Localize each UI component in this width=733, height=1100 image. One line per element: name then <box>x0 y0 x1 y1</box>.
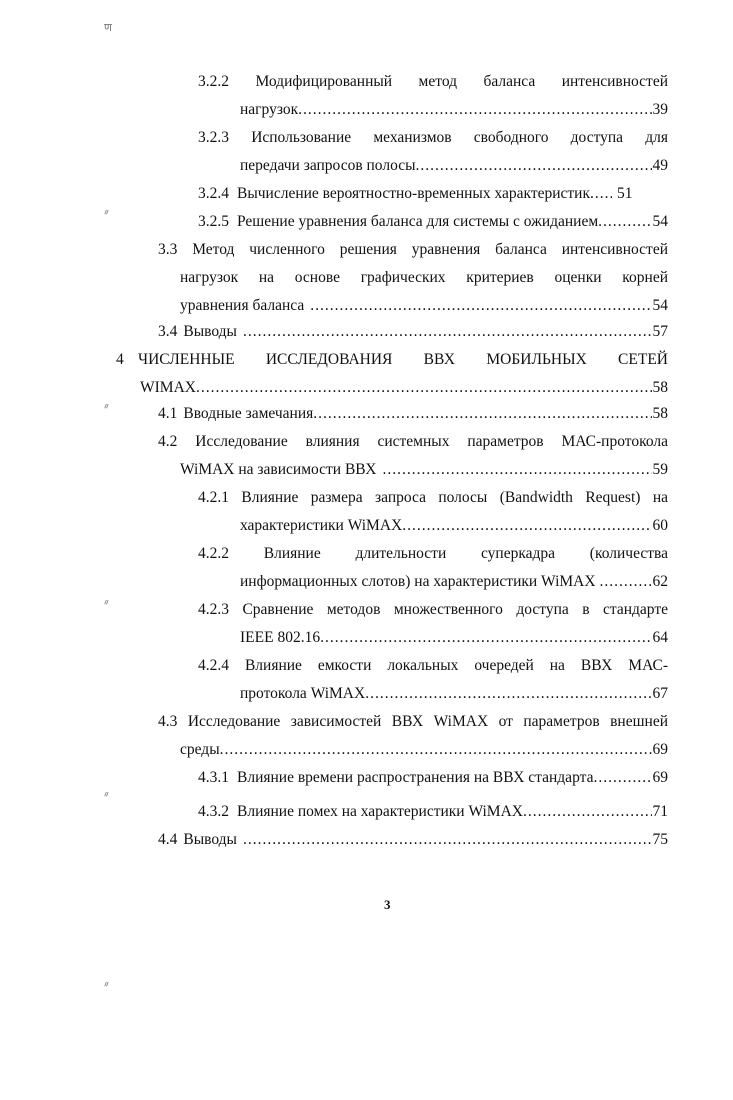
toc-title-continued: характеристики WiMAX <box>240 517 403 534</box>
toc-entry-4-4[interactable] <box>158 826 668 854</box>
toc-number: 3.2.2 <box>198 73 229 90</box>
toc-title: Решение уравнения баланса для системы с ожиданием <box>237 213 599 230</box>
toc-title: Влияние размера запроса полосы (Bandwidth Request) на <box>241 489 668 506</box>
toc-title-continued: IEEE 802.16 <box>240 629 321 646</box>
toc-entry-4-2-3[interactable] <box>198 596 668 652</box>
toc-title: Использование механизмов свободного доступа для <box>251 129 668 146</box>
toc-title: Сравнение методов множественного доступа в стандарте <box>242 601 668 618</box>
toc-page-number: 60 <box>652 517 668 534</box>
toc-title-continued: WiMAX на зависимости ВВХ <box>180 461 377 478</box>
toc-leader <box>523 798 652 826</box>
toc-entry-4-3-2[interactable] <box>198 798 668 826</box>
scan-speck: ᐥ <box>104 790 110 803</box>
scan-speck: ᐥ <box>104 980 110 993</box>
toc-entry-4-2-2[interactable] <box>198 540 668 596</box>
toc-number: 4.3 <box>158 713 178 730</box>
toc-entry-3-2-5[interactable] <box>198 208 668 236</box>
toc-entry-4-2[interactable] <box>158 428 668 484</box>
toc-page-number: 69 <box>652 741 668 758</box>
toc-title: Вычисление вероятностно-временных характеристик <box>237 185 591 202</box>
scan-speck: ᐥ <box>104 208 110 221</box>
toc-number: 4.2.3 <box>198 601 229 618</box>
toc-title-continued: нагрузок на основе графических критериев оценки корней <box>180 269 668 286</box>
toc-title: Исследование влияния системных параметров МАС-протокола <box>195 433 668 450</box>
toc-entry-4-2-4[interactable] <box>198 652 668 708</box>
toc-leader <box>313 400 651 428</box>
toc-leader <box>243 826 652 854</box>
toc-title: Исследование зависимостей ВВХ WiMAX от параметров внешней <box>187 713 668 730</box>
page-number: 3 <box>384 897 391 912</box>
toc-leader <box>593 764 651 792</box>
toc-title: Влияние времени распространения на ВВХ стандарта <box>237 769 594 786</box>
toc-title: Модифицированный метод баланса интенсивностей <box>255 73 668 90</box>
toc-title: Выводы <box>183 323 237 340</box>
toc-number: 4.4 <box>158 831 178 848</box>
toc-title: ЧИСЛЕННЫЕ ИССЛЕДОВАНИЯ ВВХ МОБИЛЬНЫХ СЕТЕЙ <box>138 351 668 368</box>
toc-page-number: 51 <box>617 185 633 202</box>
toc-number: 4.1 <box>158 405 178 422</box>
toc-title: Влияние длительности суперкадра (количества <box>263 545 668 562</box>
toc-number: 3.2.4 <box>198 185 229 202</box>
toc-number: 4 <box>116 351 124 368</box>
toc-number: 3.3 <box>158 241 178 258</box>
toc-leader <box>365 680 651 708</box>
toc-number: 4.3.1 <box>198 769 229 786</box>
toc-leader <box>382 456 651 484</box>
toc-title-continued: информационных слотов) на характеристики WiMAX <box>240 573 596 590</box>
toc-page-number: 39 <box>652 101 668 118</box>
toc-title-continued: уравнения баланса <box>180 297 305 314</box>
toc-entry-4-1[interactable] <box>158 400 668 428</box>
toc-leader <box>416 152 652 180</box>
toc-leader <box>298 96 651 124</box>
toc-number: 4.2.4 <box>198 657 229 674</box>
toc-page-number: 54 <box>652 213 668 230</box>
toc-page-number: 49 <box>652 157 668 174</box>
toc-title-continued: среды <box>180 741 220 758</box>
toc-page-number: 58 <box>652 405 668 422</box>
toc-leader <box>220 736 652 764</box>
toc-page-number: 69 <box>652 769 668 786</box>
toc-number: 3.4 <box>158 323 178 340</box>
toc-leader <box>402 512 651 540</box>
toc-entry-3-2-4[interactable] <box>198 180 668 208</box>
toc-page-number: 54 <box>652 297 668 314</box>
toc-page-number: 71 <box>652 803 668 820</box>
scan-speck: ᐥ <box>104 402 110 415</box>
toc-page-number: 64 <box>652 629 668 646</box>
toc-page-number: 75 <box>652 831 668 848</box>
toc-page-number: 62 <box>652 573 668 590</box>
scan-speck: ण <box>104 21 112 34</box>
toc-entry-3-4[interactable] <box>158 318 668 346</box>
toc-entry-4-3[interactable] <box>158 708 668 764</box>
toc-entry-4-3-1[interactable] <box>198 764 668 792</box>
toc-leader <box>590 180 612 208</box>
toc-title: Влияние помех на характеристики WiMAX <box>237 803 523 820</box>
toc-leader <box>310 292 651 320</box>
toc-entry-3-2-2[interactable] <box>198 68 668 124</box>
toc-page-number: 57 <box>652 323 668 340</box>
toc-page-number: 67 <box>652 685 668 702</box>
toc-leader <box>243 318 652 346</box>
toc-number: 3.2.5 <box>198 213 229 230</box>
toc-title-continued: передачи запросов полосы <box>240 157 416 174</box>
toc-page-number: 58 <box>652 379 668 396</box>
toc-page-number: 59 <box>652 461 668 478</box>
toc-title: Влияние емкости локальных очередей на ВВХ МАС- <box>244 657 668 674</box>
toc-entry-4[interactable] <box>116 346 668 402</box>
toc-entry-3-2-3[interactable] <box>198 124 668 180</box>
toc-leader <box>598 208 651 236</box>
scan-speck: ᐥ <box>104 598 110 611</box>
toc-leader <box>600 568 652 596</box>
toc-number: 3.2.3 <box>198 129 229 146</box>
toc-title-continued: протокола WiMAX <box>240 685 366 702</box>
toc-title: Вводные замечания <box>183 405 314 422</box>
toc-leader <box>320 624 651 652</box>
toc-number: 4.2.1 <box>198 489 229 506</box>
toc-number: 4.3.2 <box>198 803 229 820</box>
toc-leader <box>196 374 652 402</box>
toc-entry-4-2-1[interactable] <box>198 484 668 540</box>
toc-title: Выводы <box>183 831 237 848</box>
toc-number: 4.2 <box>158 433 178 450</box>
toc-entry-3-3[interactable] <box>158 236 668 320</box>
toc-number: 4.2.2 <box>198 545 229 562</box>
toc-title-continued: WIMAX <box>140 379 196 396</box>
toc-title-continued: нагрузок <box>240 101 299 118</box>
toc-title: Метод численного решения уравнения баланса интенсивностей <box>192 241 668 258</box>
